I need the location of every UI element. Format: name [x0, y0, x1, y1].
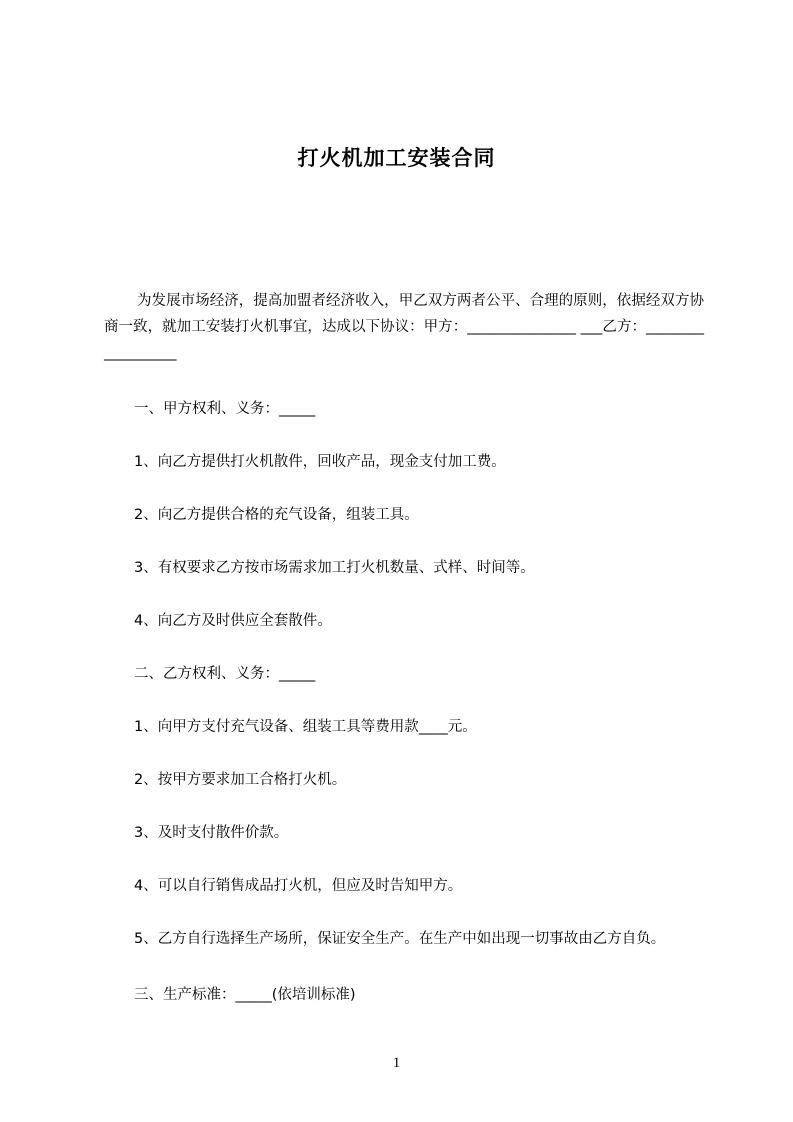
section-2-item-2: 2、按甲方要求加工合格打火机。 [134, 772, 347, 788]
section-3-heading: 三、生产标准：_____(依培训标准) [134, 987, 356, 1003]
section-2-item-4: 4、可以自行销售成品打火机，但应及时告知甲方。 [134, 878, 463, 894]
section-1-heading: 一、甲方权利、义务：_____ [134, 401, 316, 417]
section-1-item-4: 4、向乙方及时供应全套散件。 [134, 613, 332, 629]
section-1-item-1: 1、向乙方提供打火机散件，回收产品，现金支付加工费。 [134, 454, 506, 470]
section-2-item-5: 5、乙方自行选择生产场所，保证安全生产。在生产中如出现一切事故由乙方自负。 [134, 931, 666, 947]
intro-paragraph: 为发展市场经济，提高加盟者经济收入，甲乙双方两者公平、合理的原则，依据经双方协商一致，就加工安装打火机事宜，达成以下协议：甲方：_______________ ___乙方：__________________ [104, 293, 704, 361]
page-number: 1 [392, 1055, 401, 1071]
section-1-item-2: 2、向乙方提供合格的充气设备，组装工具。 [134, 507, 419, 523]
section-2-heading: 二、乙方权利、义务：_____ [134, 666, 316, 682]
section-2-item-1: 1、向甲方支付充气设备、组装工具等费用款____元。 [134, 719, 477, 735]
document-title: 打火机加工安装合同 [297, 146, 496, 170]
section-2-item-3: 3、及时支付散件价款。 [134, 825, 289, 841]
section-1-item-3: 3、有权要求乙方按市场需求加工打火机数量、式样、时间等。 [134, 560, 535, 576]
